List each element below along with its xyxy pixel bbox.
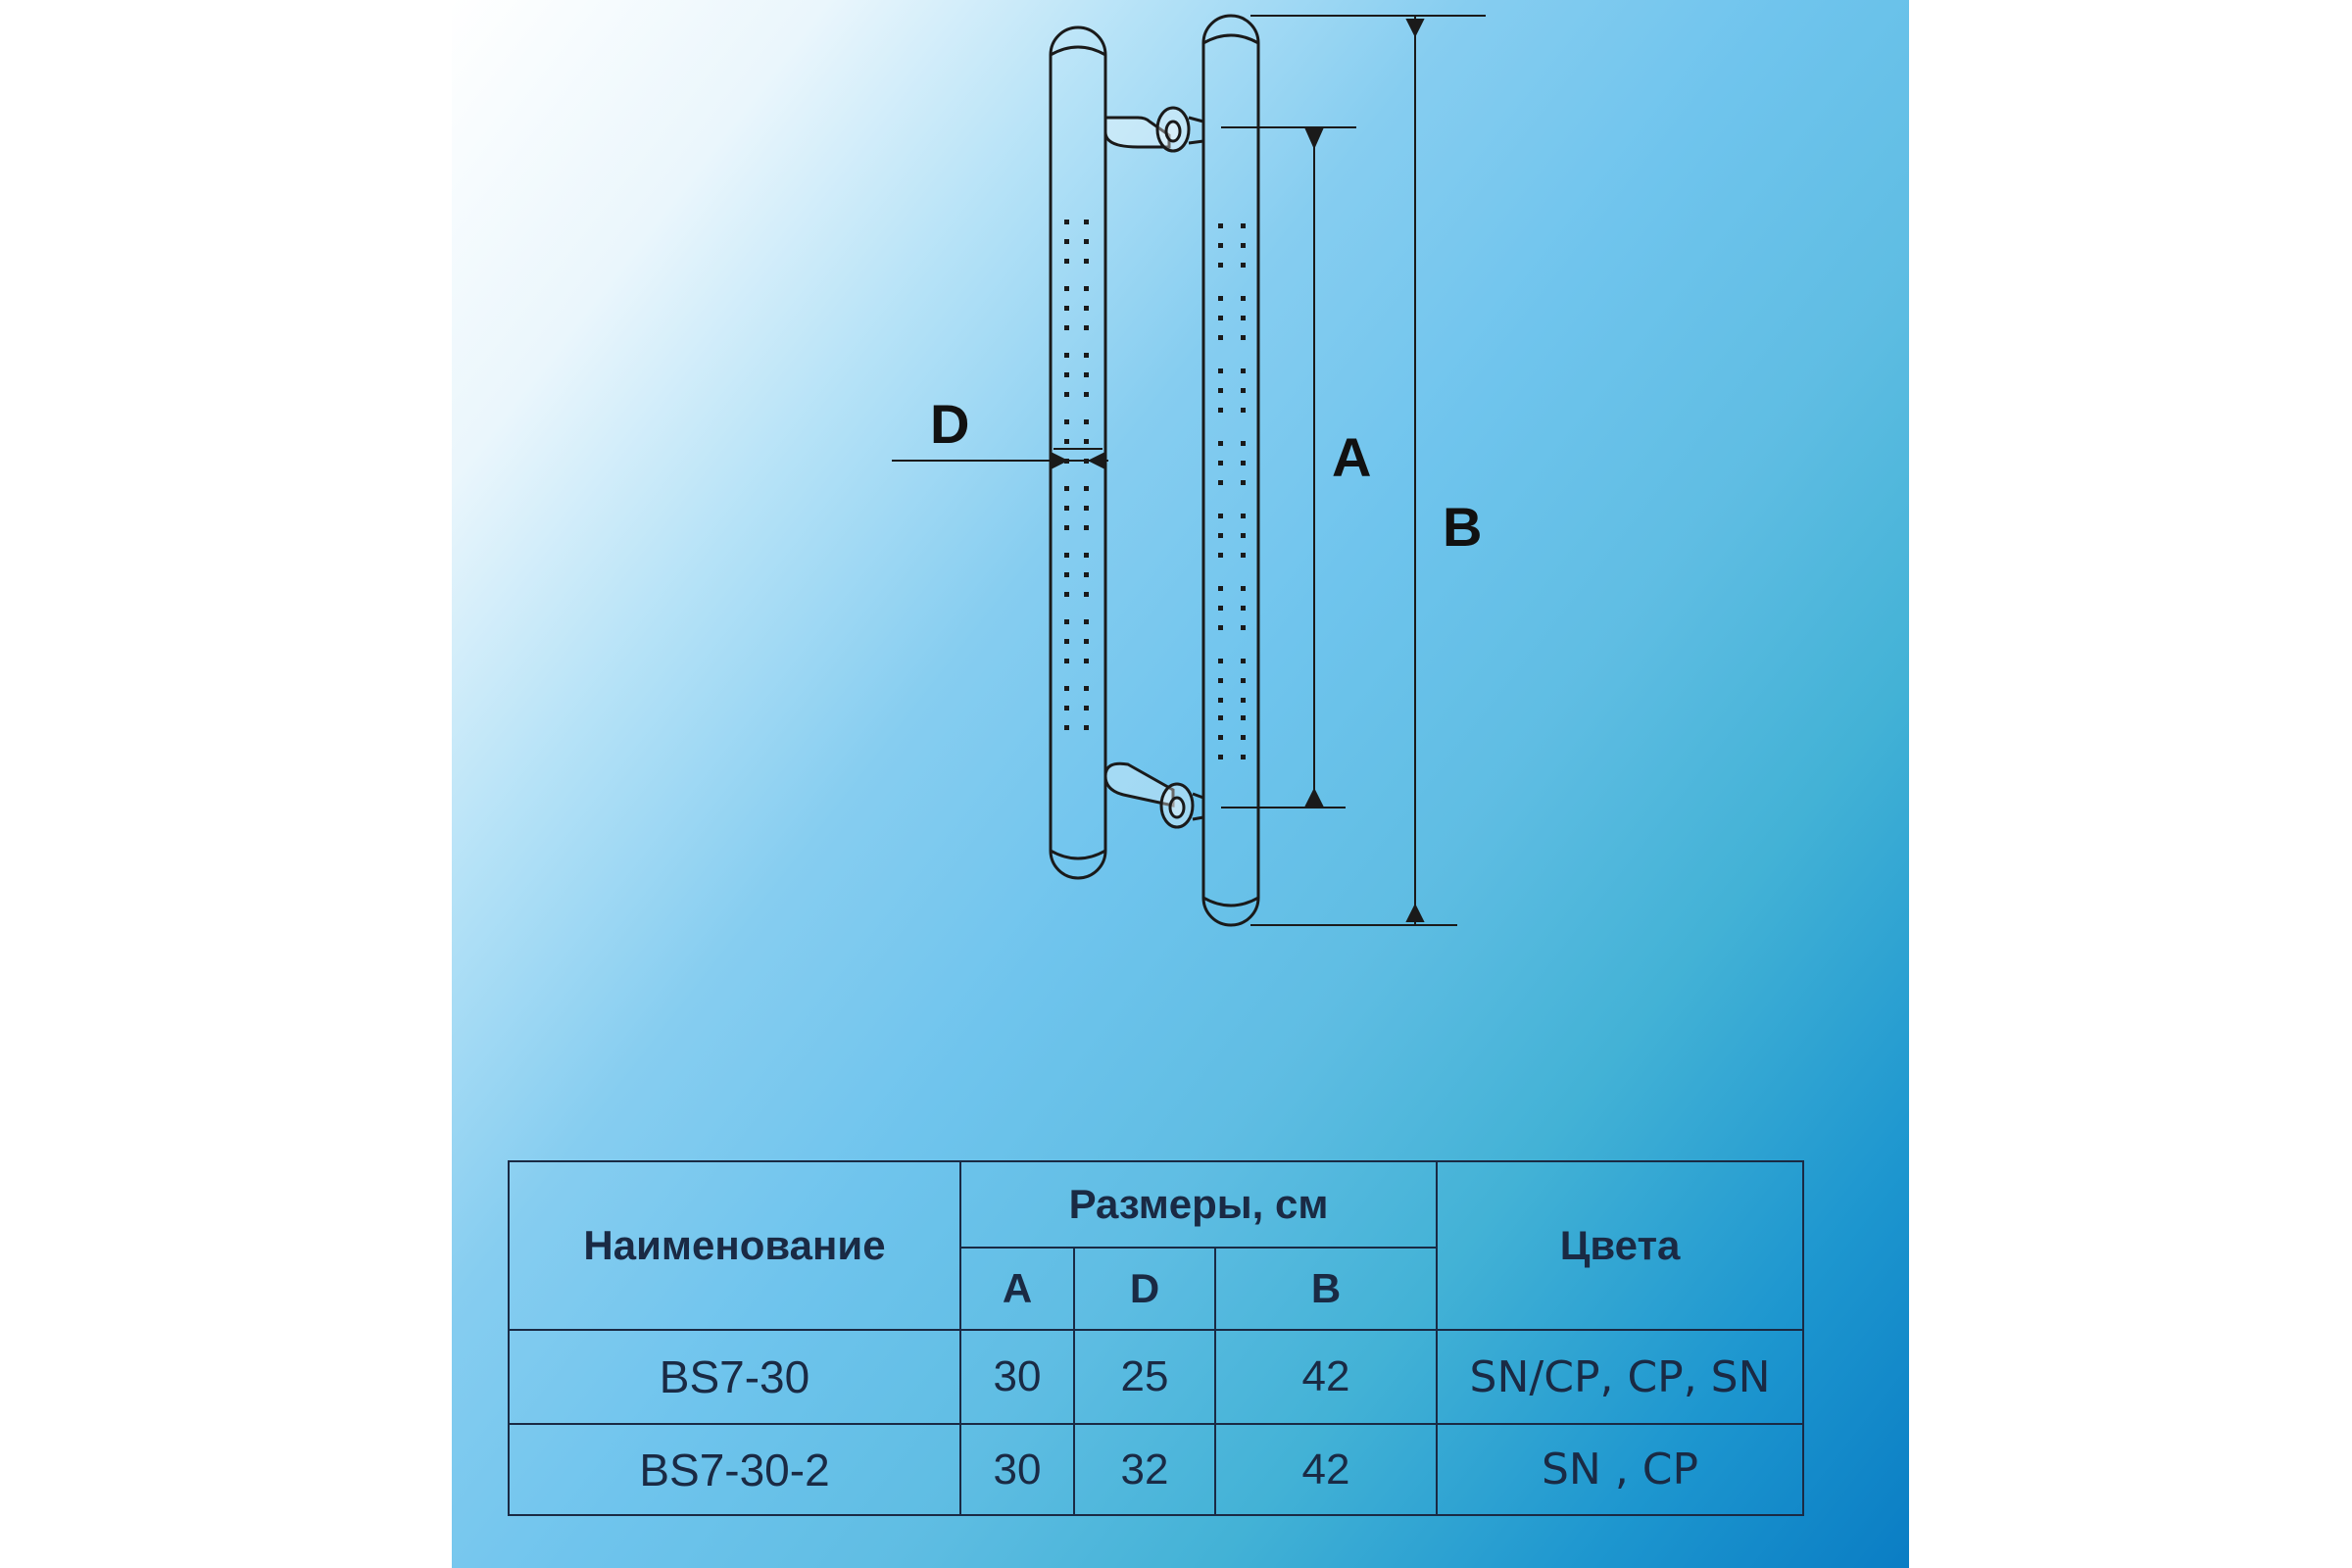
perforation-dot [1084, 572, 1089, 577]
dimension-label-d: D [930, 393, 970, 455]
cell-d: 25 [1074, 1330, 1215, 1424]
dimension-d [892, 453, 1108, 468]
perforation-dot [1218, 296, 1223, 301]
perforation-dot [1064, 259, 1069, 264]
dimension-label-a: A [1332, 426, 1372, 488]
perforation-dot [1218, 606, 1223, 611]
perforation-dot [1218, 243, 1223, 248]
perforation-dot [1241, 659, 1246, 663]
perforation-dot [1064, 325, 1069, 330]
perforation-dot [1064, 372, 1069, 377]
cell-d: 32 [1074, 1424, 1215, 1515]
perforation-dot [1218, 316, 1223, 320]
perforation-pattern-right [1218, 223, 1246, 760]
perforation-dot [1084, 706, 1089, 710]
perforation-dot [1218, 263, 1223, 268]
perforation-dot [1241, 368, 1246, 373]
table-row [509, 1330, 1803, 1424]
perforation-dot [1064, 659, 1069, 663]
perforation-dot [1084, 525, 1089, 530]
perforation-dot [1241, 755, 1246, 760]
perforation-dot [1218, 461, 1223, 466]
cell-colors: SN/CP, CP, SN [1437, 1330, 1803, 1424]
perforation-dot [1084, 306, 1089, 311]
perforation-dot [1241, 586, 1246, 591]
cell-b: 42 [1215, 1424, 1437, 1515]
perforation-dot [1064, 286, 1069, 291]
perforation-dot [1064, 639, 1069, 644]
perforation-dot [1064, 220, 1069, 224]
perforation-dot [1064, 306, 1069, 311]
perforation-dot [1241, 698, 1246, 703]
perforation-dot [1064, 486, 1069, 491]
perforation-dot [1218, 388, 1223, 393]
perforation-dot [1084, 686, 1089, 691]
connector-bottom [1105, 763, 1203, 827]
perforation-dot [1241, 335, 1246, 340]
cell-name: BS7-30 [509, 1330, 960, 1424]
perforation-dot [1241, 715, 1246, 720]
header-d: D [1074, 1248, 1215, 1330]
perforation-dot [1218, 553, 1223, 558]
perforation-dot [1064, 439, 1069, 444]
perforation-dot [1064, 619, 1069, 624]
perforation-dot [1064, 686, 1069, 691]
perforation-dot [1241, 243, 1246, 248]
perforation-dot [1084, 553, 1089, 558]
perforation-dot [1218, 441, 1223, 446]
background-panel [452, 0, 1909, 1568]
perforation-dot [1064, 392, 1069, 397]
perforation-dot [1064, 553, 1069, 558]
perforation-dot [1241, 408, 1246, 413]
perforation-dot [1084, 353, 1089, 358]
perforation-dot [1218, 533, 1223, 538]
perforation-dot [1218, 659, 1223, 663]
perforation-dot [1084, 259, 1089, 264]
perforation-dot [1241, 461, 1246, 466]
perforation-dot [1064, 506, 1069, 511]
handle-drawing [452, 0, 1909, 1078]
perforation-dot [1218, 698, 1223, 703]
perforation-dot [1241, 441, 1246, 446]
perforation-dot [1084, 439, 1089, 444]
perforation-dot [1084, 592, 1089, 597]
perforation-dot [1084, 325, 1089, 330]
perforation-dot [1064, 706, 1069, 710]
perforation-dot [1241, 480, 1246, 485]
perforation-dot [1218, 368, 1223, 373]
perforation-dot [1241, 553, 1246, 558]
perforation-dot [1084, 486, 1089, 491]
perforation-dot [1241, 263, 1246, 268]
perforation-dot [1241, 223, 1246, 228]
perforation-dot [1084, 286, 1089, 291]
perforation-dot [1218, 586, 1223, 591]
cell-a: 30 [960, 1424, 1074, 1515]
perforation-dot [1241, 533, 1246, 538]
perforation-dot [1084, 392, 1089, 397]
perforation-dot [1218, 480, 1223, 485]
perforation-dot [1064, 592, 1069, 597]
perforation-pattern-left [1064, 220, 1089, 730]
perforation-dot [1084, 419, 1089, 424]
header-sizes: Размеры, см [960, 1161, 1437, 1248]
right-handle-bar [1203, 16, 1258, 925]
perforation-dot [1084, 725, 1089, 730]
perforation-dot [1241, 514, 1246, 518]
perforation-dot [1218, 514, 1223, 518]
perforation-dot [1084, 619, 1089, 624]
perforation-dot [1084, 639, 1089, 644]
perforation-dot [1064, 419, 1069, 424]
perforation-dot [1241, 735, 1246, 740]
dimension-label-b: B [1443, 496, 1483, 558]
perforation-dot [1084, 506, 1089, 511]
perforation-dot [1218, 408, 1223, 413]
perforation-dot [1064, 725, 1069, 730]
perforation-dot [1218, 335, 1223, 340]
cell-colors: SN , CP [1437, 1424, 1803, 1515]
perforation-dot [1084, 239, 1089, 244]
perforation-dot [1218, 223, 1223, 228]
specification-table [508, 1160, 1804, 1516]
perforation-dot [1218, 755, 1223, 760]
cell-b: 42 [1215, 1330, 1437, 1424]
header-b: B [1215, 1248, 1437, 1330]
perforation-dot [1064, 353, 1069, 358]
perforation-dot [1218, 678, 1223, 683]
perforation-dot [1084, 372, 1089, 377]
perforation-dot [1241, 388, 1246, 393]
perforation-dot [1084, 220, 1089, 224]
left-handle-bar [1051, 27, 1105, 878]
perforation-dot [1084, 659, 1089, 663]
cell-a: 30 [960, 1330, 1074, 1424]
perforation-dot [1241, 316, 1246, 320]
connector-top [1105, 108, 1203, 151]
table-row [509, 1424, 1803, 1515]
header-colors: Цвета [1437, 1161, 1803, 1330]
header-name: Наименование [509, 1161, 960, 1330]
header-a: A [960, 1248, 1074, 1330]
perforation-dot [1241, 678, 1246, 683]
perforation-dot [1064, 239, 1069, 244]
perforation-dot [1218, 625, 1223, 630]
perforation-dot [1241, 625, 1246, 630]
perforation-dot [1241, 606, 1246, 611]
perforation-dot [1064, 572, 1069, 577]
perforation-dot [1218, 735, 1223, 740]
perforation-dot [1241, 296, 1246, 301]
perforation-dot [1064, 525, 1069, 530]
cell-name: BS7-30-2 [509, 1424, 960, 1515]
perforation-dot [1218, 715, 1223, 720]
